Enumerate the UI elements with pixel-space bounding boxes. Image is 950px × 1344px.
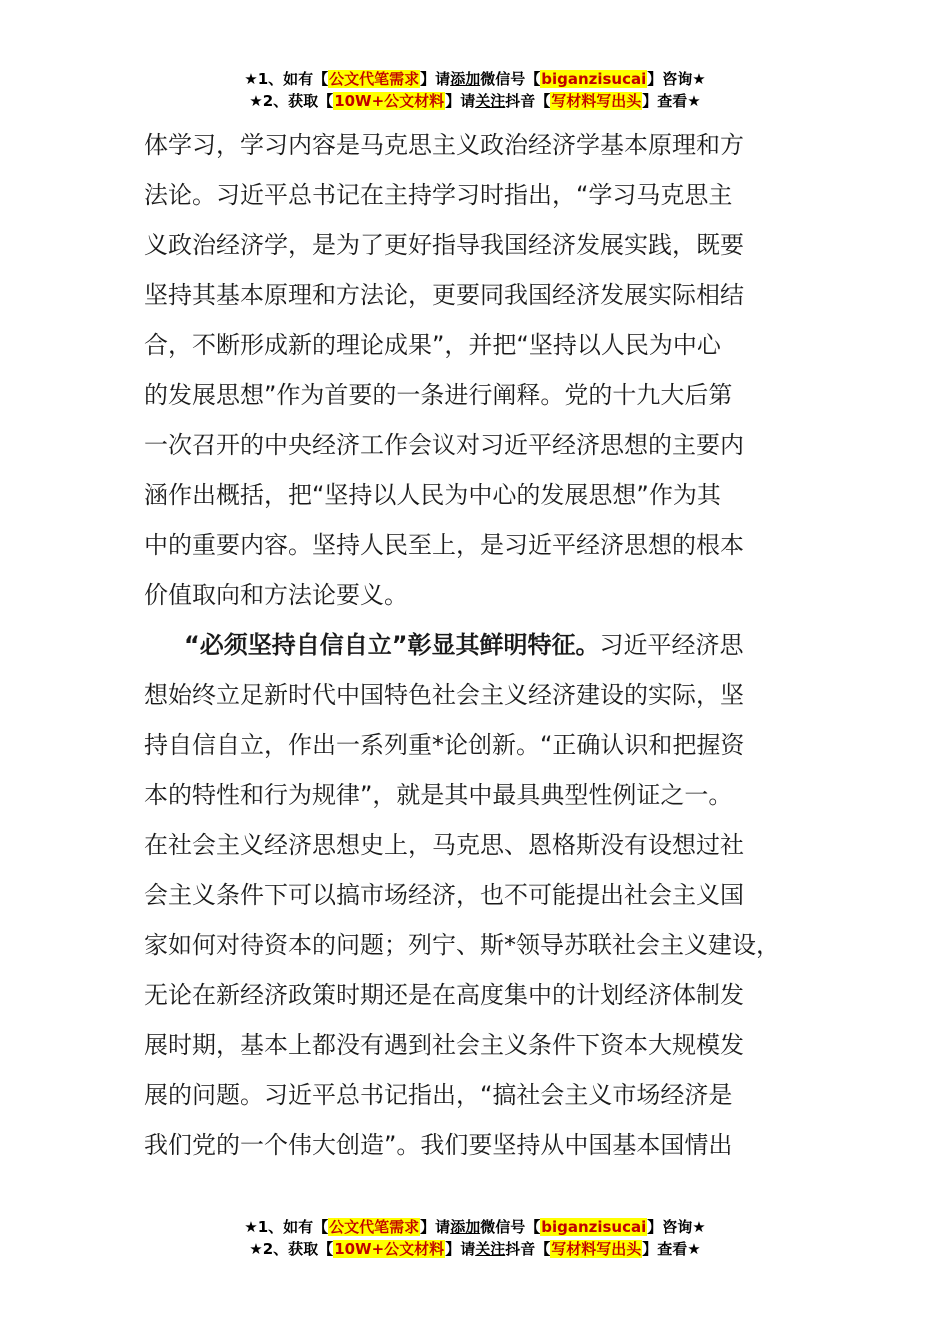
text-line: 一次召开的中央经济工作会议对习近平经济思想的主要内: [144, 431, 744, 459]
text-line: 涵作出概括，把“坚持以人民为中心的发展思想”作为其: [144, 481, 721, 509]
text-line: 想始终立足新时代中国特色社会主义经济建设的实际，坚: [144, 681, 744, 709]
banner-text: 】请: [445, 1240, 476, 1258]
banner-line-1: [0, 1216, 950, 1238]
text-line: 家如何对待资本的问题；列宁、斯*领导苏联社会主义建设，: [144, 931, 780, 959]
banner-underline-text: 添加: [450, 1218, 481, 1236]
banner-text: ★1、如有【: [244, 1218, 329, 1236]
text-line: 我们党的一个伟大创造”。我们要坚持从中国基本国情出: [144, 1131, 733, 1159]
text-fragment: 习近平经济思: [599, 631, 744, 659]
banner-underline-text: 关注: [475, 92, 506, 110]
highlight-service: 公文代笔需求: [329, 70, 420, 88]
highlight-service: 公文代笔需求: [329, 1218, 420, 1236]
text-line-first: [144, 620, 824, 670]
footer-banner: [0, 1216, 950, 1260]
text-line: 体学习，学习内容是马克思主义政治经济学基本原理和方: [144, 131, 744, 159]
text-line: 法论。习近平总书记在主持学习时指出，“学习马克思主: [144, 181, 733, 209]
document-body: [144, 120, 824, 1170]
highlight-douyin-id: 写材料写出头: [551, 92, 642, 110]
banner-text: 】查看★: [642, 1240, 701, 1258]
banner-line-2: [0, 1238, 950, 1260]
text-line: 的发展思想”作为首要的一条进行阐释。党的十九大后第: [144, 381, 733, 409]
banner-text: 微信号【: [480, 1218, 541, 1236]
banner-text: 】咨询★: [647, 70, 706, 88]
paragraph-1: [144, 120, 824, 620]
text-line: 持自信自立，作出一系列重*论创新。“正确认识和把握资: [144, 731, 745, 759]
banner-text: 抖音【: [505, 1240, 551, 1258]
text-line: 坚持其基本原理和方法论，更要同我国经济发展实际相结: [144, 281, 744, 309]
banner-text: 】查看★: [642, 92, 701, 110]
paragraph-heading: “必须坚持自信自立”彰显其鲜明特征。: [184, 631, 600, 659]
banner-text: 】请: [445, 92, 476, 110]
text-line: 合，不断形成新的理论成果”，并把“坚持以人民为中心: [144, 331, 721, 359]
banner-text: ★1、如有【: [244, 70, 329, 88]
text-line: 价值取向和方法论要义。: [144, 581, 408, 609]
highlight-wechat-id: biganzisucai: [541, 70, 647, 88]
highlight-materials: 10W+公文材料: [334, 1240, 445, 1258]
banner-text: 】请: [420, 1218, 451, 1236]
banner-text: ★2、获取【: [249, 92, 334, 110]
text-line: 中的重要内容。坚持人民至上，是习近平经济思想的根本: [144, 531, 744, 559]
banner-line-2: [0, 90, 950, 112]
highlight-wechat-id: biganzisucai: [541, 1218, 647, 1236]
paragraph-2: [144, 620, 824, 1170]
text-line: 义政治经济学，是为了更好指导我国经济发展实践，既要: [144, 231, 744, 259]
text-line: 会主义条件下可以搞市场经济，也不可能提出社会主义国: [144, 881, 744, 909]
banner-text: 】咨询★: [647, 1218, 706, 1236]
banner-underline-text: 添加: [450, 70, 481, 88]
text-line: 无论在新经济政策时期还是在高度集中的计划经济体制发: [144, 981, 744, 1009]
banner-line-1: [0, 68, 950, 90]
header-banner: [0, 68, 950, 112]
banner-text: 】请: [420, 70, 451, 88]
text-line: 展的问题。习近平总书记指出，“搞社会主义市场经济是: [144, 1081, 733, 1109]
banner-text: ★2、获取【: [249, 1240, 334, 1258]
text-line: 展时期，基本上都没有遇到社会主义条件下资本大规模发: [144, 1031, 744, 1059]
highlight-materials: 10W+公文材料: [334, 92, 445, 110]
text-line: 本的特性和行为规律”，就是其中最具典型性例证之一。: [144, 781, 733, 809]
banner-text: 抖音【: [505, 92, 551, 110]
highlight-douyin-id: 写材料写出头: [551, 1240, 642, 1258]
text-line: 在社会主义经济思想史上，马克思、恩格斯没有设想过社: [144, 831, 744, 859]
banner-text: 微信号【: [480, 70, 541, 88]
banner-underline-text: 关注: [475, 1240, 506, 1258]
